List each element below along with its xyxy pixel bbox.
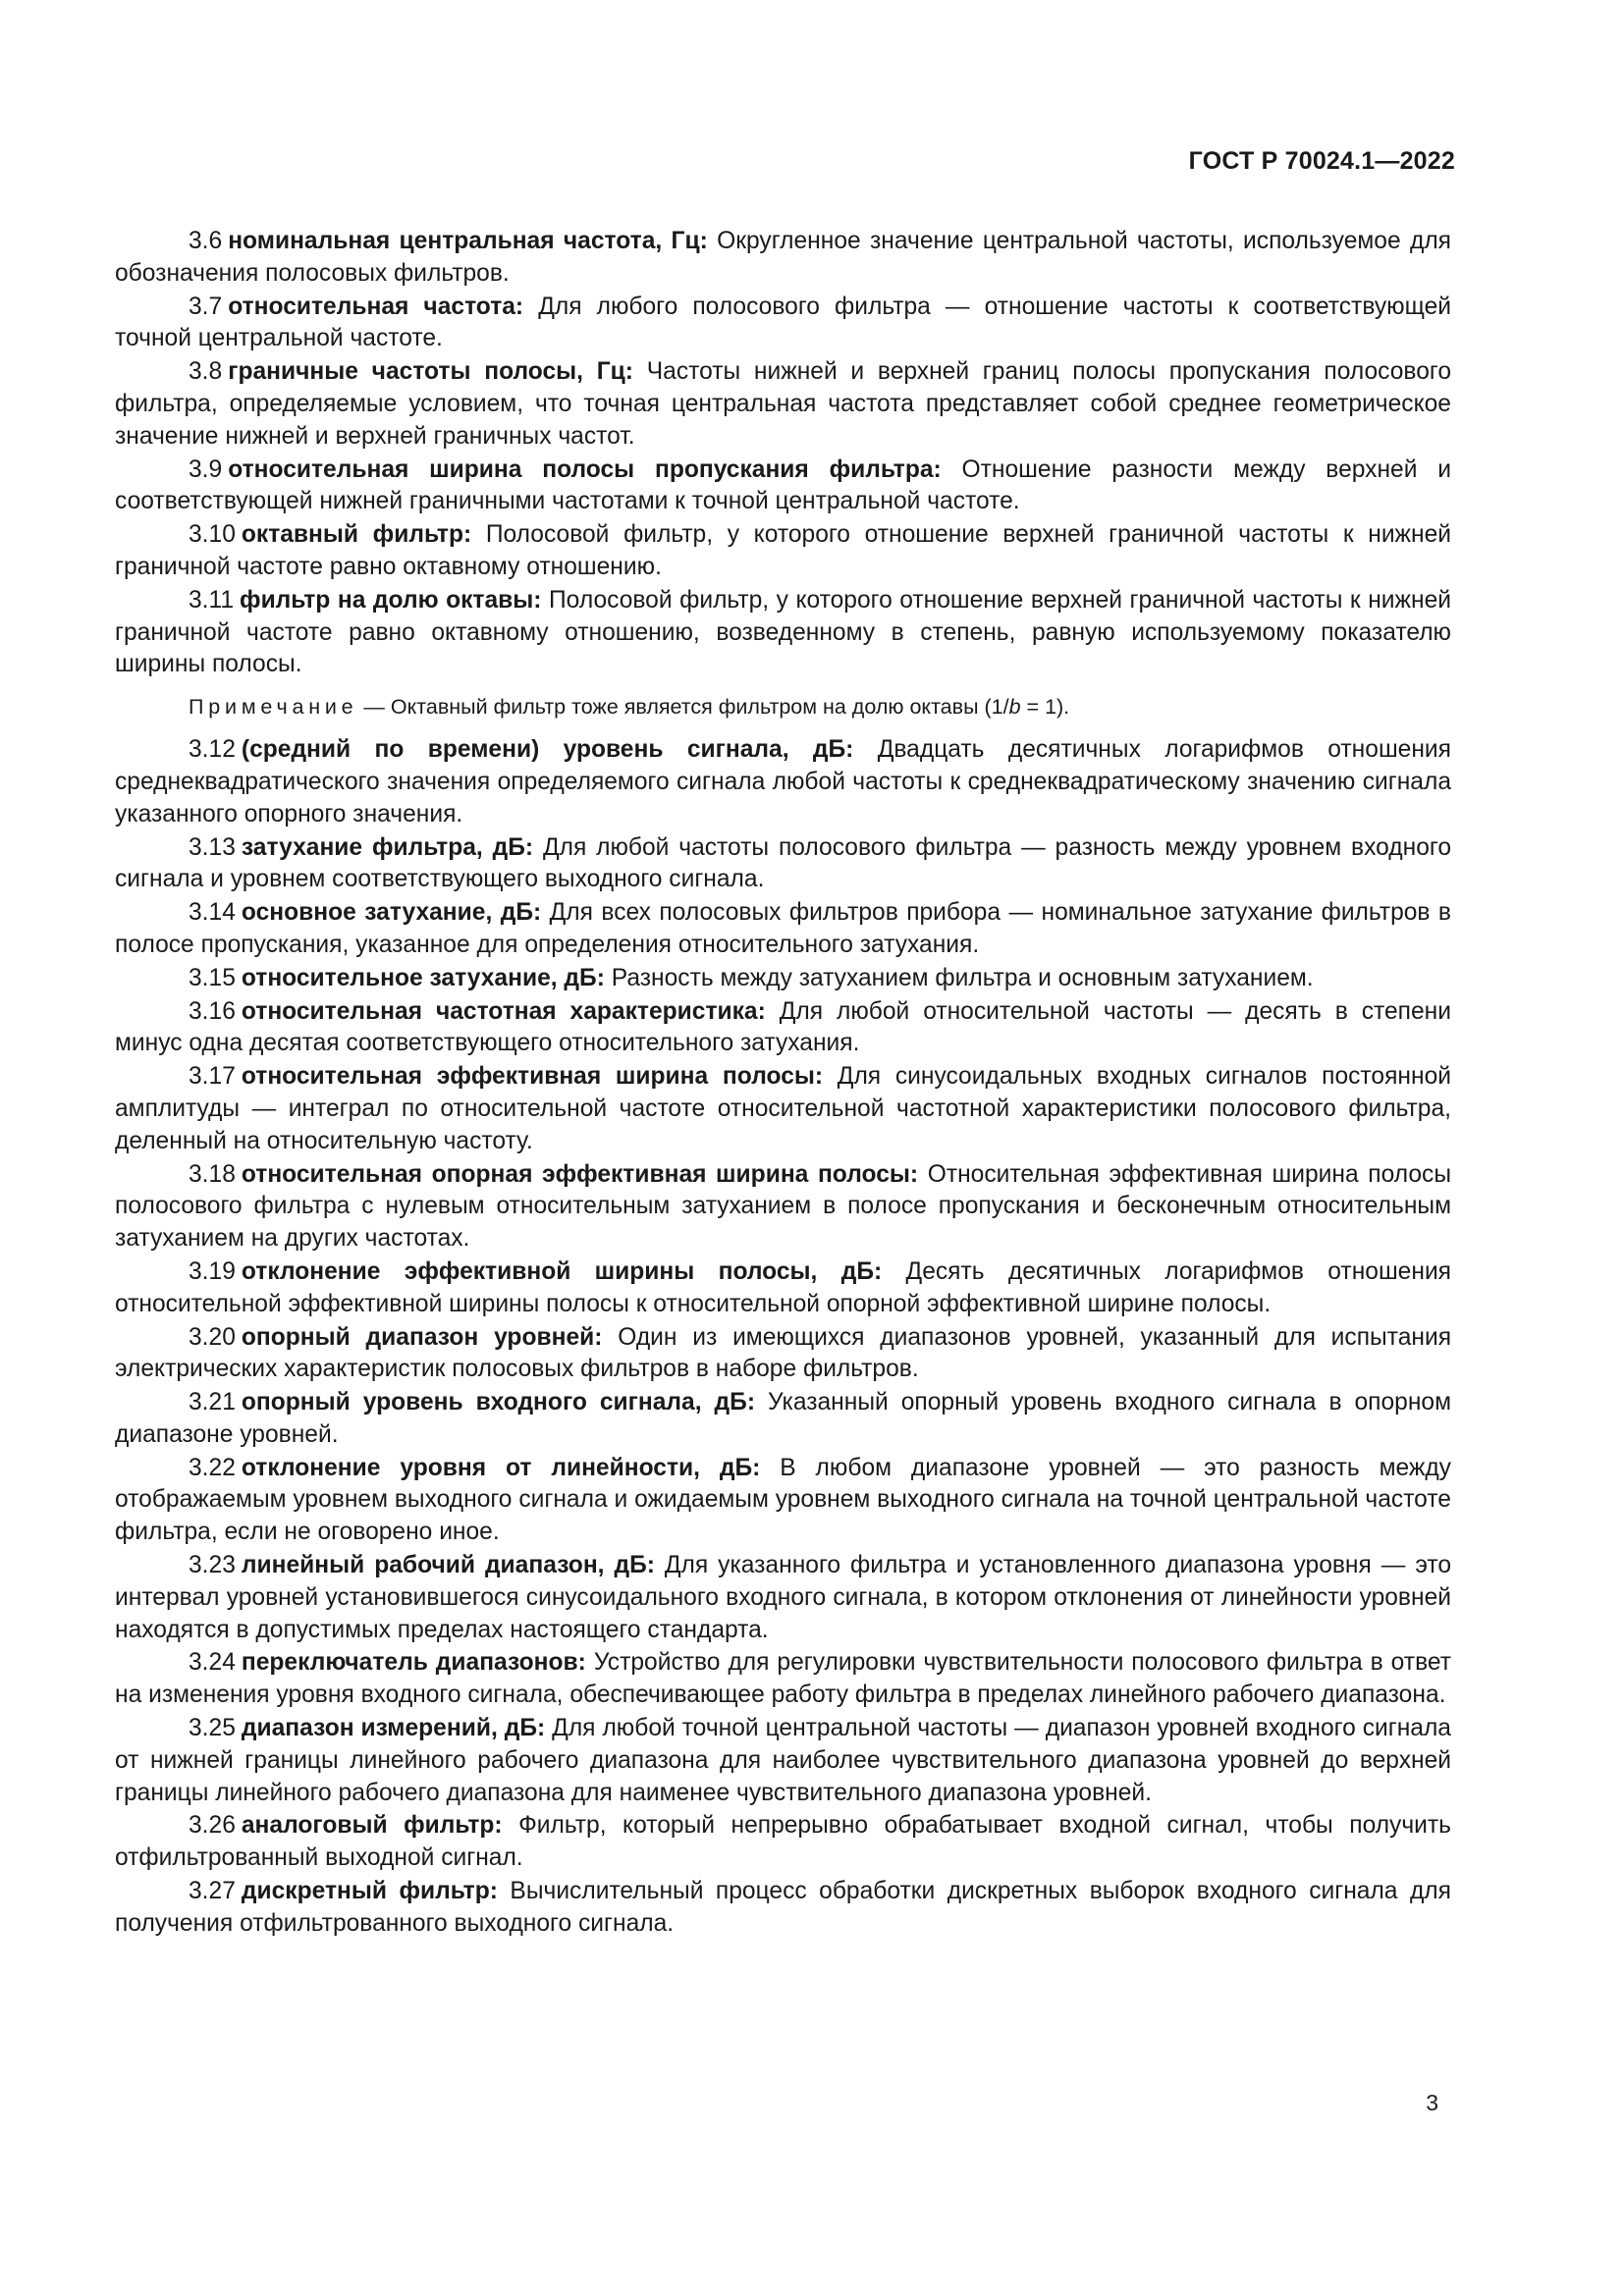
note-label: Примечание: [189, 695, 358, 720]
term-entry: [115, 1810, 1451, 1875]
term-definition: В любом диапазоне уровней — это разность между отображаемым уровнем выходного сигнала и ожидаемым уровнем выходного сигнала на точной центральной частоте фильтра, если не оговорено иное.: [115, 1454, 1451, 1546]
term-number: 3.11: [189, 586, 235, 614]
term-entry: [115, 963, 1451, 995]
term-name: относительное затухание, дБ:: [241, 964, 605, 991]
term-number: 3.8: [189, 358, 223, 386]
term-definition: Для любой частоты полосового фильтра — разность между уровнем входного сигнала и уровнем соответствующего выходного сигнала.: [115, 833, 1452, 893]
term-definition: Округленное значение центральной частоты, используемое для обозначения полосовых фильтров.: [115, 228, 1451, 287]
term-name: октавный фильтр:: [241, 521, 472, 549]
term-name: опорный уровень входного сигнала, дБ:: [241, 1389, 756, 1416]
term-name: затухание фильтра, дБ:: [241, 833, 534, 861]
term-name: диапазон измерений, дБ:: [241, 1715, 546, 1742]
term-number: 3.23: [189, 1552, 236, 1579]
terms-list-part-2: [115, 734, 1451, 1940]
term-definition: Полосовой фильтр, у которого отношение верхней граничной частоты к нижней граничной частоте равно октавному отношению.: [115, 521, 1452, 580]
term-entry: [115, 1876, 1451, 1941]
term-number: 3.26: [189, 1812, 236, 1840]
term-entry: [115, 585, 1451, 681]
term-number: 3.9: [189, 455, 223, 483]
term-name: относительная ширина полосы пропускания фильтра:: [228, 455, 942, 483]
term-name: относительная частота:: [228, 293, 524, 320]
term-definition: Один из имеющихся диапазонов уровней, указанный для испытания электрических характеристик полосовых фильтров в наборе фильтров.: [115, 1323, 1452, 1383]
term-name: фильтр на долю октавы:: [240, 586, 542, 614]
note: [115, 692, 1451, 721]
term-definition: Устройство для регулировки чувствительности полосового фильтра в ответ на изменения уровня входного сигнала, обеспечивающее работу фильтра в пределах линейного рабочего диапазона.: [115, 1649, 1451, 1709]
term-name: переключатель диапазонов:: [241, 1649, 586, 1677]
term-definition: Разность между затуханием фильтра и основным затуханием.: [611, 964, 1314, 991]
term-number: 3.19: [189, 1257, 236, 1285]
term-name: опорный диапазон уровней:: [241, 1323, 603, 1351]
term-entry: [115, 734, 1451, 830]
term-definition: Указанный опорный уровень входного сигнала в опорном диапазоне уровней.: [115, 1389, 1451, 1448]
note-italic-b: b: [1008, 695, 1021, 720]
term-entry: [115, 519, 1451, 584]
term-number: 3.25: [189, 1715, 236, 1742]
term-number: 3.21: [189, 1389, 236, 1416]
term-number: 3.12: [189, 736, 236, 764]
term-definition: Для любой относительной частоты — десять в степени минус одна десятая соответствующего относительного затухания.: [115, 997, 1451, 1057]
term-name: аналоговый фильтр:: [241, 1812, 503, 1840]
term-number: 3.7: [189, 293, 223, 320]
term-entry: [115, 1647, 1451, 1712]
term-entry: [115, 356, 1451, 453]
term-name: (средний по времени) уровень сигнала, дБ:: [241, 736, 854, 764]
term-definition: Для указанного фильтра и установленного диапазона уровня — это интервал уровней установившегося синусоидального входного сигнала, в котором отклонения от линейности уровней находятся в допустимых пределах настоящего стандарта.: [115, 1552, 1451, 1643]
term-entry: [115, 1713, 1451, 1809]
term-name: номинальная центральная частота, Гц:: [228, 228, 708, 254]
term-number: 3.20: [189, 1323, 236, 1351]
term-entry: [115, 1550, 1451, 1646]
term-name: отклонение уровня от линейности, дБ:: [241, 1454, 761, 1481]
term-number: 3.18: [189, 1160, 236, 1188]
term-entry: [115, 454, 1451, 519]
term-entry: [115, 226, 1451, 291]
term-definition: Полосовой фильтр, у которого отношение верхней граничной частоты к нижней граничной частоте равно октавному отношению, возведенному в степень, равную используемому показателю ширины полосы.: [115, 586, 1451, 678]
term-definition: Для синусоидальных входных сигналов постоянной амплитуды — интеграл по относительной частоте относительной частотной характеристики полосового фильтра, деленный на относительную частоту.: [115, 1063, 1451, 1154]
term-entry: [115, 1387, 1451, 1452]
term-number: 3.6: [189, 228, 223, 254]
term-entry: [115, 1453, 1451, 1549]
note-text-after: = 1).: [1020, 695, 1070, 720]
term-definition: Для любого полосового фильтра — отношение частоты к соответствующей точной центральной частоте.: [115, 293, 1451, 352]
term-name: относительная частотная характеристика:: [241, 997, 766, 1025]
term-number: 3.14: [189, 899, 236, 927]
term-definition: Для всех полосовых фильтров прибора — номинальное затухание фильтров в полосе пропускания, указанное для определения относительного затухания.: [115, 899, 1451, 958]
term-number: 3.10: [189, 521, 236, 549]
term-entry: [115, 1322, 1451, 1387]
term-entry: [115, 832, 1451, 897]
term-entry: [115, 1159, 1451, 1255]
terms-list-part-1: [115, 226, 1451, 681]
term-name: дискретный фильтр:: [241, 1878, 498, 1905]
term-number: 3.17: [189, 1063, 236, 1091]
term-name: линейный рабочий диапазон, дБ:: [241, 1552, 655, 1579]
term-entry: [115, 897, 1451, 962]
term-definition: Частоты нижней и верхней границ полосы пропускания полосового фильтра, определяемые условием, что точная центральная частота представляет собой среднее геометрическое значение нижней и верхней граничных частот.: [115, 358, 1451, 450]
term-name: граничные частоты полосы, Гц:: [228, 358, 633, 386]
term-number: 3.27: [189, 1878, 236, 1905]
page-number: 3: [1426, 2090, 1438, 2115]
terms-content: [115, 226, 1451, 1942]
term-number: 3.15: [189, 964, 236, 991]
term-definition: Для любой точной центральной частоты — диапазон уровней входного сигнала от нижней границы линейного рабочего диапазона для наиболее чувствительного диапазона уровней до верхней границы линейного рабочего диапазона для наименее чувствительного диапазона уровней.: [115, 1715, 1451, 1806]
term-number: 3.24: [189, 1649, 236, 1677]
term-name: отклонение эффективной ширины полосы, дБ:: [241, 1257, 883, 1285]
term-entry: [115, 996, 1451, 1061]
term-entry: [115, 1256, 1451, 1321]
note-text-before: — Октавный фильтр тоже является фильтром на долю октавы (1/: [357, 695, 1009, 720]
term-definition: Отношение разности между верхней и соответствующей нижней граничными частотами к точной центральной частоте.: [115, 455, 1451, 515]
term-definition: Десять десятичных логарифмов отношения относительной эффективной ширины полосы к относительной опорной эффективной ширине полосы.: [115, 1257, 1451, 1317]
term-number: 3.16: [189, 997, 236, 1025]
standard-code: ГОСТ Р 70024.1—2022: [1188, 147, 1455, 175]
term-entry: [115, 1061, 1451, 1157]
term-number: 3.22: [189, 1454, 236, 1481]
term-name: относительная опорная эффективная ширина полосы:: [241, 1160, 919, 1188]
term-number: 3.13: [189, 833, 236, 861]
term-entry: [115, 292, 1451, 356]
term-name: относительная эффективная ширина полосы:: [241, 1063, 824, 1091]
term-definition: Фильтр, который непрерывно обрабатывает входной сигнал, чтобы получить отфильтрованный выходной сигнал.: [115, 1812, 1451, 1872]
term-definition: Вычислительный процесс обработки дискретных выборок входного сигнала для получения отфильтрованного выходного сигнала.: [115, 1878, 1451, 1937]
term-definition: Двадцать десятичных логарифмов отношения среднеквадратического значения определяемого сигнала любой частоты к среднеквадратическому значению сигнала указанного опорного значения.: [115, 736, 1451, 828]
term-name: основное затухание, дБ:: [241, 899, 542, 927]
term-definition: Относительная эффективная ширина полосы полосового фильтра с нулевым относительным затуханием в полосе пропускания и бесконечным относительным затуханием на других частотах.: [115, 1160, 1451, 1253]
